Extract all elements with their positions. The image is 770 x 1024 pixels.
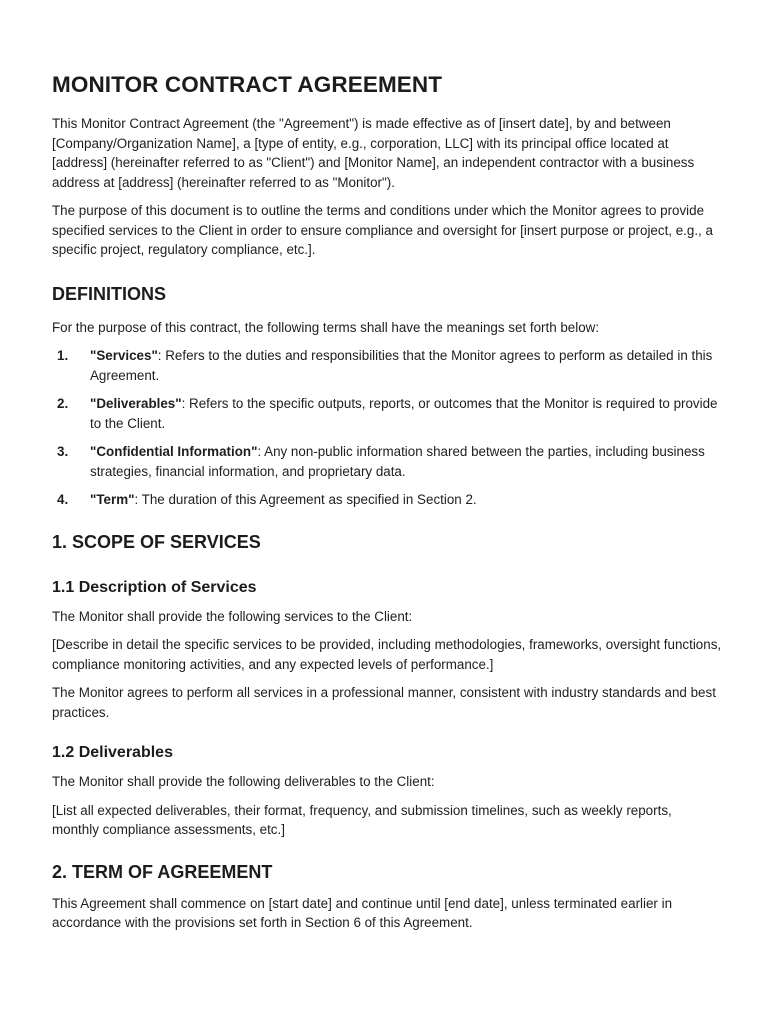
document-page [52,70,722,933]
definition-term: "Term" [90,492,135,507]
definition-item [52,394,722,433]
definition-number: 4. [57,492,69,507]
definition-term: "Confidential Information" [90,444,258,459]
definition-text: : Refers to the duties and responsibilities that the Monitor agrees to perform as detailed in this Agreement. [90,348,713,383]
definition-item [52,442,722,481]
definitions-lead: For the purpose of this contract, the following terms shall have the meanings set forth below: [52,319,600,335]
scope-heading: 1. SCOPE OF SERVICES [52,531,261,552]
document-title: MONITOR CONTRACT AGREEMENT [52,72,443,97]
deliverables-description: [List all expected deliverables, their format, frequency, and submission timelines, such as weekly reports, monthly compliance assessments, etc.] [52,802,672,837]
definition-term: "Deliverables" [90,396,182,411]
term-paragraph: This Agreement shall commence on [start date] and continue until [end date], unless terminated earlier in accordance with the provisions set forth in Section 6 of this Agreement. [52,895,673,930]
definition-number: 1. [57,348,69,363]
deliverables-lead: The Monitor shall provide the following deliverables to the Client: [52,774,435,789]
term-heading: 2. TERM OF AGREEMENT [52,861,273,882]
definition-term: "Services" [90,348,158,363]
description-of-services-heading: 1.1 Description of Services [52,578,257,596]
definition-item [52,346,722,385]
deliverables-heading: 1.2 Deliverables [52,744,173,761]
definition-number: 2. [57,396,69,411]
definition-item [52,490,722,510]
definition-text: : Any non-public information shared between the parties, including business strategies, financial information, and proprietary data. [90,444,705,479]
definition-text: : The duration of this Agreement as specified in Section 2. [134,492,477,507]
intro-paragraph-2: The purpose of this document is to outline the terms and conditions under which the Monitor agrees to provide specified services to the Client in order to ensure compliance and oversight for [insert purpose or project, e.g., a specific project, regulatory compliance, etc.]. [52,203,713,257]
services-standard: The Monitor agrees to perform all services in a professional manner, consistent with industry standards and best practices. [52,685,716,720]
services-description: [Describe in detail the specific services to be provided, including methodologies, frameworks, oversight functions, compliance monitoring activities, and any expected levels of performance.] [52,637,722,672]
definition-text: : Refers to the specific outputs, reports, or outcomes that the Monitor is required to provide to the Client. [90,396,718,431]
definition-number: 3. [57,444,69,459]
intro-paragraph-1: This Monitor Contract Agreement (the "Agreement") is made effective as of [insert date], by and between [Company/Organization Name], a [type of entity, e.g., corporation, LLC] with its principal office located at [address] (hereinafter referred to as "Client") and [Monitor Name], an independent contractor with a business address at [address] (hereinafter referred to as "Monitor"). [52,116,695,190]
definitions-list [52,346,722,510]
definitions-heading: DEFINITIONS [52,283,167,304]
services-lead: The Monitor shall provide the following services to the Client: [52,608,413,624]
